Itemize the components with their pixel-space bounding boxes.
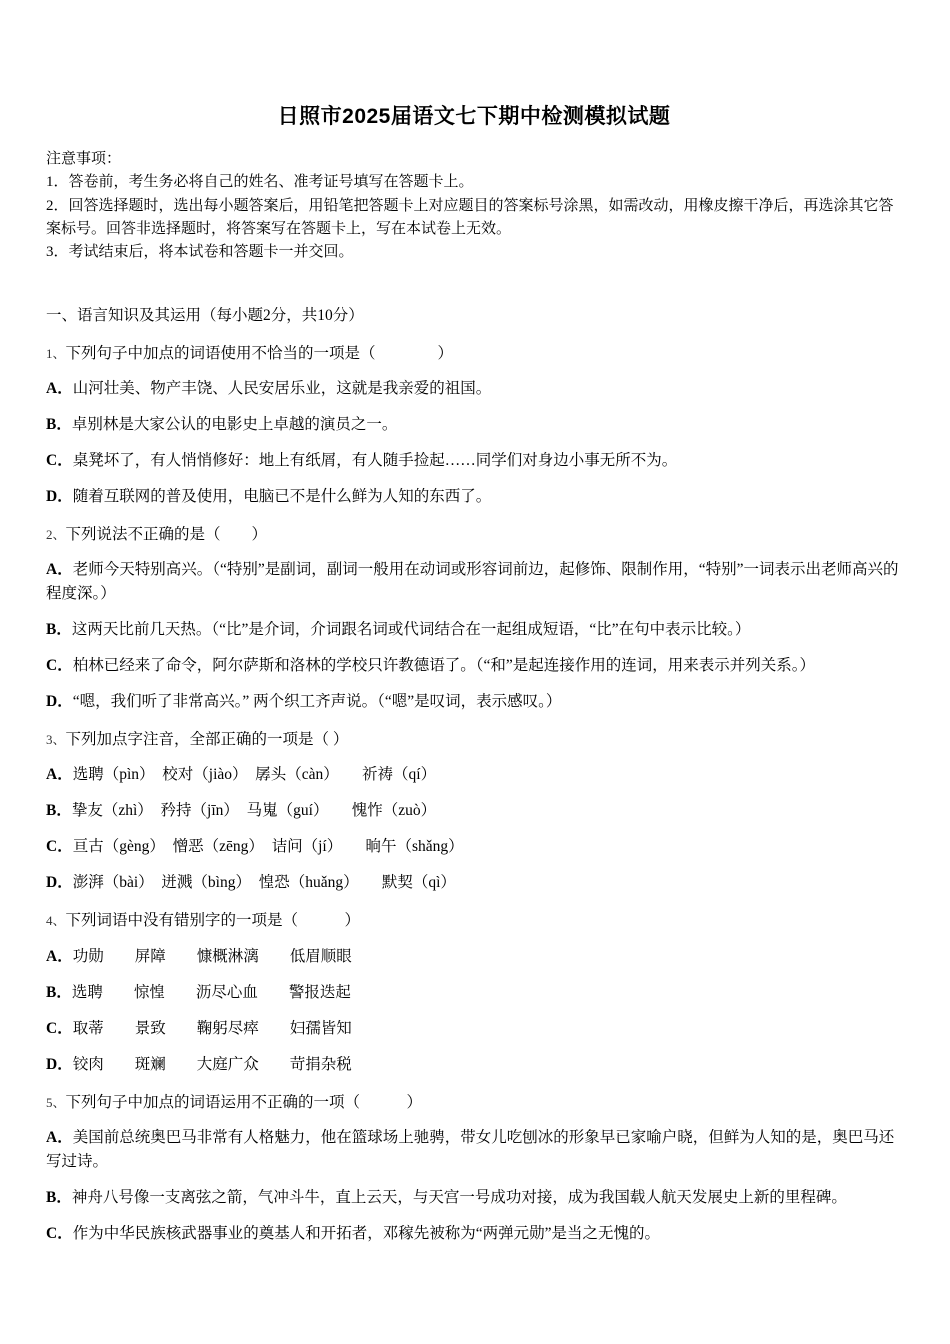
question-2-option-d [46, 690, 902, 714]
question-3-option-c [46, 835, 902, 859]
question-3-stem [46, 728, 902, 751]
question-1 [46, 342, 902, 509]
option-c-label: C． [46, 838, 73, 856]
question-4-option-c [46, 1017, 902, 1041]
question-1-option-b [46, 413, 902, 437]
question-5-option-b [46, 1186, 902, 1210]
notice-item-2: 2．回答选择题时，选出每小题答案后，用铅笔把答题卡上对应题目的答案标号涂黑，如需改动，用橡皮擦干净后，再选涂其它答案标号。回答非选择题时，将答案写在答题卡上，写在本试卷上无效。 [46, 197, 894, 237]
option-c-label: C． [46, 657, 73, 675]
question-1-option-c [46, 449, 902, 473]
option-c-text: 亘古（gèng） 憎恶（zēng） 诘问（jí） 晌午（shǎng） [72, 838, 464, 856]
option-d-label: D． [46, 874, 73, 892]
question-2-option-c [46, 654, 902, 678]
question-3-option-d [46, 871, 902, 895]
question-3-stem-text: 下列加点字注音，全部正确的一项是（ ） [65, 731, 349, 749]
option-a-text: 选聘（pìn） 校对（jiào） 孱头（càn） 祈祷（qí） [72, 766, 437, 784]
option-d-text: 澎湃（bài） 迸溅（bìng） 惶恐（huǎng） 默契（qì） [72, 874, 456, 892]
option-a-label: A． [46, 1129, 73, 1147]
question-5-stem-text: 下列句子中加点的词语运用不正确的一项（ ） [65, 1093, 423, 1111]
question-1-stem [46, 342, 902, 365]
option-c-label: C． [46, 1019, 73, 1037]
question-1-option-d [46, 485, 902, 509]
option-a-text: 美国前总统奥巴马非常有人格魅力，他在篮球场上驰骋，带女儿吃刨冰的形象早已家喻户晓，但鲜为人知的是，奥巴马还写过诗。 [46, 1129, 895, 1171]
notice-heading: 注意事项： [46, 151, 122, 167]
option-c-text: 取蒂 景致 鞠躬尽瘁 妇孺皆知 [72, 1019, 352, 1037]
question-4-option-b [46, 981, 902, 1005]
option-b-label: B． [46, 802, 72, 820]
question-2-number: 2、 [46, 526, 66, 542]
option-a-label: A． [46, 379, 73, 397]
question-2-stem [46, 523, 902, 546]
notice-item-3: 3．考试结束后，将本试卷和答题卡一并交回。 [46, 244, 354, 260]
option-a-text: 山河壮美、物产丰饶、人民安居乐业，这就是我亲爱的祖国。 [72, 379, 492, 397]
question-5 [46, 1091, 902, 1246]
question-5-stem [46, 1091, 902, 1114]
question-4-number: 4、 [46, 913, 66, 929]
question-3-number: 3、 [46, 732, 66, 748]
option-a-text: 功勋 屏障 慷概淋漓 低眉顺眼 [72, 947, 352, 965]
option-d-text: “嗯，我们听了非常高兴。” 两个织工齐声说。（“嗯”是叹词，表示感叹。） [72, 693, 562, 711]
option-b-text: 神舟八号像一支离弦之箭，气冲斗牛，直上云天，与天宫一号成功对接，成为我国载人航天发展史上新的里程碑。 [71, 1189, 847, 1207]
option-d-label: D． [46, 487, 73, 505]
option-c-label: C． [46, 1225, 73, 1243]
exam-title: 日照市2025届语文七下期中检测模拟试题 [277, 105, 671, 128]
option-c-text: 桌凳坏了，有人悄悄修好：地上有纸屑，有人随手捡起……同学们对身边小事无所不为。 [72, 451, 678, 469]
question-5-option-c [46, 1222, 902, 1246]
question-5-number: 5、 [46, 1094, 66, 1110]
option-d-text: 随着互联网的普及使用，电脑已不是什么鲜为人知的东西了。 [72, 487, 492, 505]
question-4 [46, 909, 902, 1076]
option-b-text: 卓别林是大家公认的电影史上卓越的演员之一。 [71, 415, 398, 433]
question-1-number: 1、 [46, 345, 66, 361]
question-2-option-a [46, 558, 902, 606]
question-2-stem-text: 下列说法不正确的是（ ） [65, 525, 268, 543]
question-4-stem [46, 909, 902, 932]
question-3-option-a [46, 763, 902, 787]
option-b-label: B． [46, 983, 72, 1001]
option-d-label: D． [46, 1055, 73, 1073]
option-a-text: 老师今天特别高兴。（“特别”是副词，副词一般用在动词或形容词前边，起修饰、限制作用，“特别”一词表示出老师高兴的程度深。） [46, 561, 899, 603]
option-c-label: C． [46, 451, 73, 469]
section-heading: 一、语言知识及其运用（每小题2分，共10分） [46, 307, 364, 325]
question-4-option-d [46, 1053, 902, 1077]
question-1-option-a [46, 377, 902, 401]
option-b-text: 选聘 惊惶 沥尽心血 警报迭起 [71, 983, 351, 1001]
option-d-label: D． [46, 693, 73, 711]
option-a-label: A． [46, 766, 73, 784]
notice-item-1: 1．答卷前，考生务必将自己的姓名、准考证号填写在答题卡上。 [46, 174, 474, 191]
notice-section [46, 148, 902, 264]
option-b-text: 挚友（zhì） 矜持（jīn） 马嵬（guí） 愧怍（zuò） [71, 802, 437, 820]
option-a-label: A． [46, 561, 73, 579]
option-d-text: 铰肉 斑斓 大庭广众 苛捐杂税 [72, 1055, 352, 1073]
question-2-option-b [46, 618, 902, 642]
question-1-stem-text: 下列句子中加点的词语使用不恰当的一项是（ ） [65, 344, 454, 362]
option-b-label: B． [46, 621, 72, 639]
question-3 [46, 728, 902, 895]
question-4-stem-text: 下列词语中没有错别字的一项是（ ） [65, 912, 361, 930]
option-c-text: 柏林已经来了命令，阿尔萨斯和洛林的学校只许教德语了。（“和”是起连接作用的连词，用来表示并列关系。） [72, 657, 815, 675]
option-a-label: A． [46, 947, 73, 965]
question-4-option-a [46, 945, 902, 969]
option-c-text: 作为中华民族核武器事业的奠基人和开拓者，邓稼先被称为“两弹元勋”是当之无愧的。 [72, 1225, 660, 1243]
option-b-label: B． [46, 415, 72, 433]
question-2 [46, 523, 902, 714]
question-5-option-a [46, 1126, 902, 1174]
option-b-label: B． [46, 1189, 72, 1207]
question-3-option-b [46, 799, 902, 823]
option-b-text: 这两天比前几天热。（“比”是介词，介词跟名词或代词结合在一起组成短语，“比”在句中表示比较。） [71, 621, 751, 639]
